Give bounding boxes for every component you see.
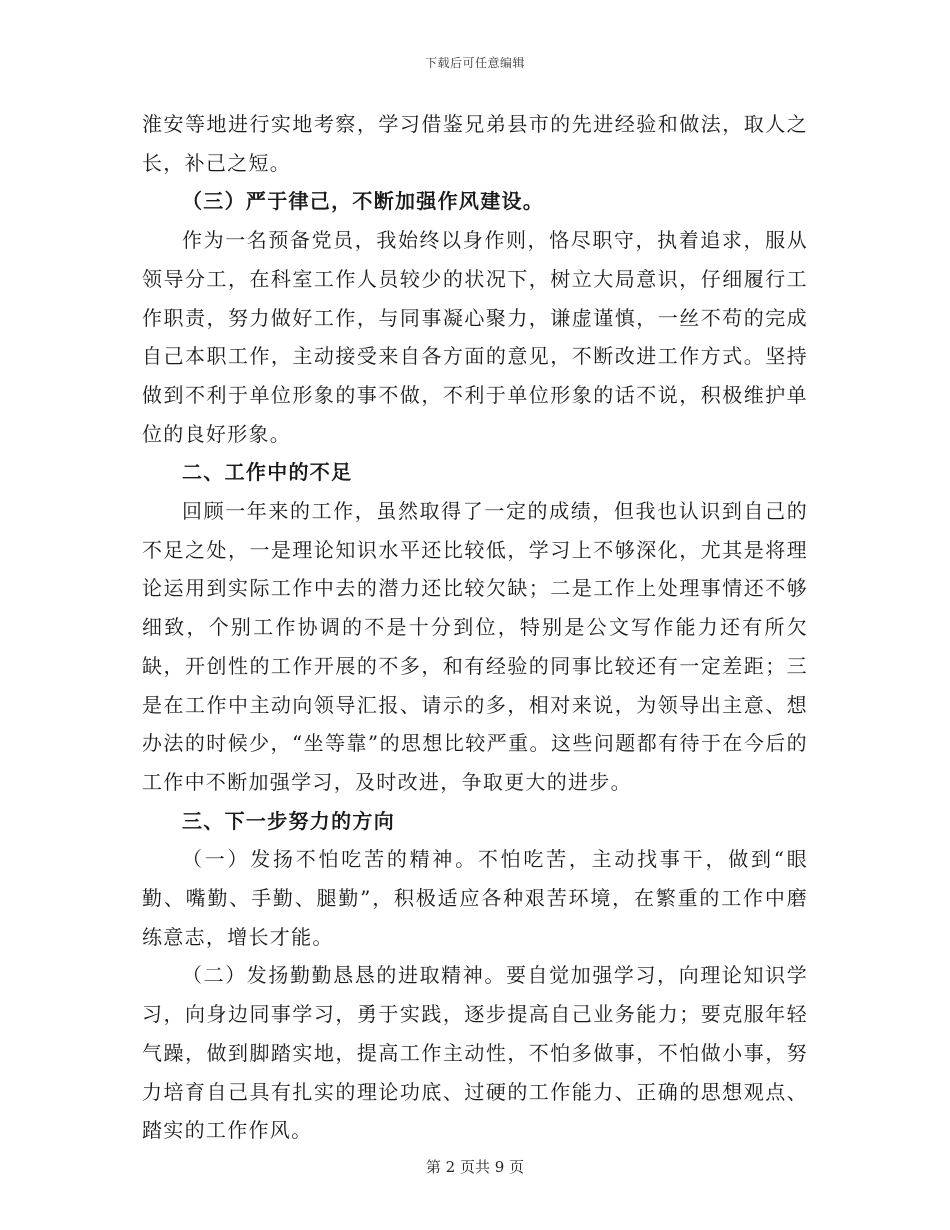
paragraph-next-step-two: （二）发扬勤勤恳恳的进取精神。要自觉加强学习，向理论知识学习，向身边同事学习，勇于实践，逐步提高自己业务能力；要克服年轻气躁，做到脚踏实地，提高工作主动性，不怕多做事，不怕做小事，努力培育自己具有扎实的理论功底、过硬的工作能力、正确的思想观点、踏实的工作作风。 <box>142 963 808 1143</box>
paragraph-shortcomings: 回顾一年来的工作，虽然取得了一定的成绩，但我也认识到自己的不足之处，一是理论知识水平还比较低，学习上不够深化，尤其是将理论运用到实际工作中去的潜力还比较欠缺；二是工作上处理事情还不够细致，个别工作协调的不是十分到位，特别是公文写作能力还有所欠缺，开创性的工作开展的不多，和有经验的同事比较还有一定差距；三是在工作中主动向领导汇报、请示的多，相对来说，为领导出主意、想办法的时候少，“坐等靠”的思想比较严重。这些问题都有待于在今后的工作中不断加强学习，及时改进，争取更大的进步。 <box>142 499 808 794</box>
page-header: 下载后可任意编辑 <box>424 56 525 70</box>
section-heading-next-steps: 三、下一步努力的方向 <box>182 808 395 833</box>
document-body <box>142 105 808 1150</box>
paragraph-discipline: 作为一名预备党员，我始终以身作则，恪尽职守，执着追求，服从领导分工，在科室工作人员较少的状况下，树立大局意识，仔细履行工作职责，努力做好工作，与同事凝心聚力，谦虚谨慎，一丝不苟的完成自己本职工作，主动接受来自各方面的意见，不断改进工作方式。坚持做到不利于单位形象的事不做，不利于单位形象的话不说，积极维护单位的良好形象。 <box>142 228 808 446</box>
paragraph-next-step-one: （一）发扬不怕吃苦的精神。不怕吃苦，主动找事干，做到“眼勤、嘴勤、手勤、腿勤”，积极适应各种艰苦环境，在繁重的工作中磨练意志，增长才能。 <box>142 847 808 949</box>
section-heading-discipline: （三）严于律己，不断加强作风建设。 <box>182 189 545 214</box>
paragraph-continuation: 淮安等地进行实地考察，学习借鉴兄弟县市的先进经验和做法，取人之长，补己之短。 <box>142 112 808 175</box>
section-heading-shortcomings: 二、工作中的不足 <box>182 460 353 485</box>
page-footer: 第 2 页共 9 页 <box>425 1158 525 1176</box>
